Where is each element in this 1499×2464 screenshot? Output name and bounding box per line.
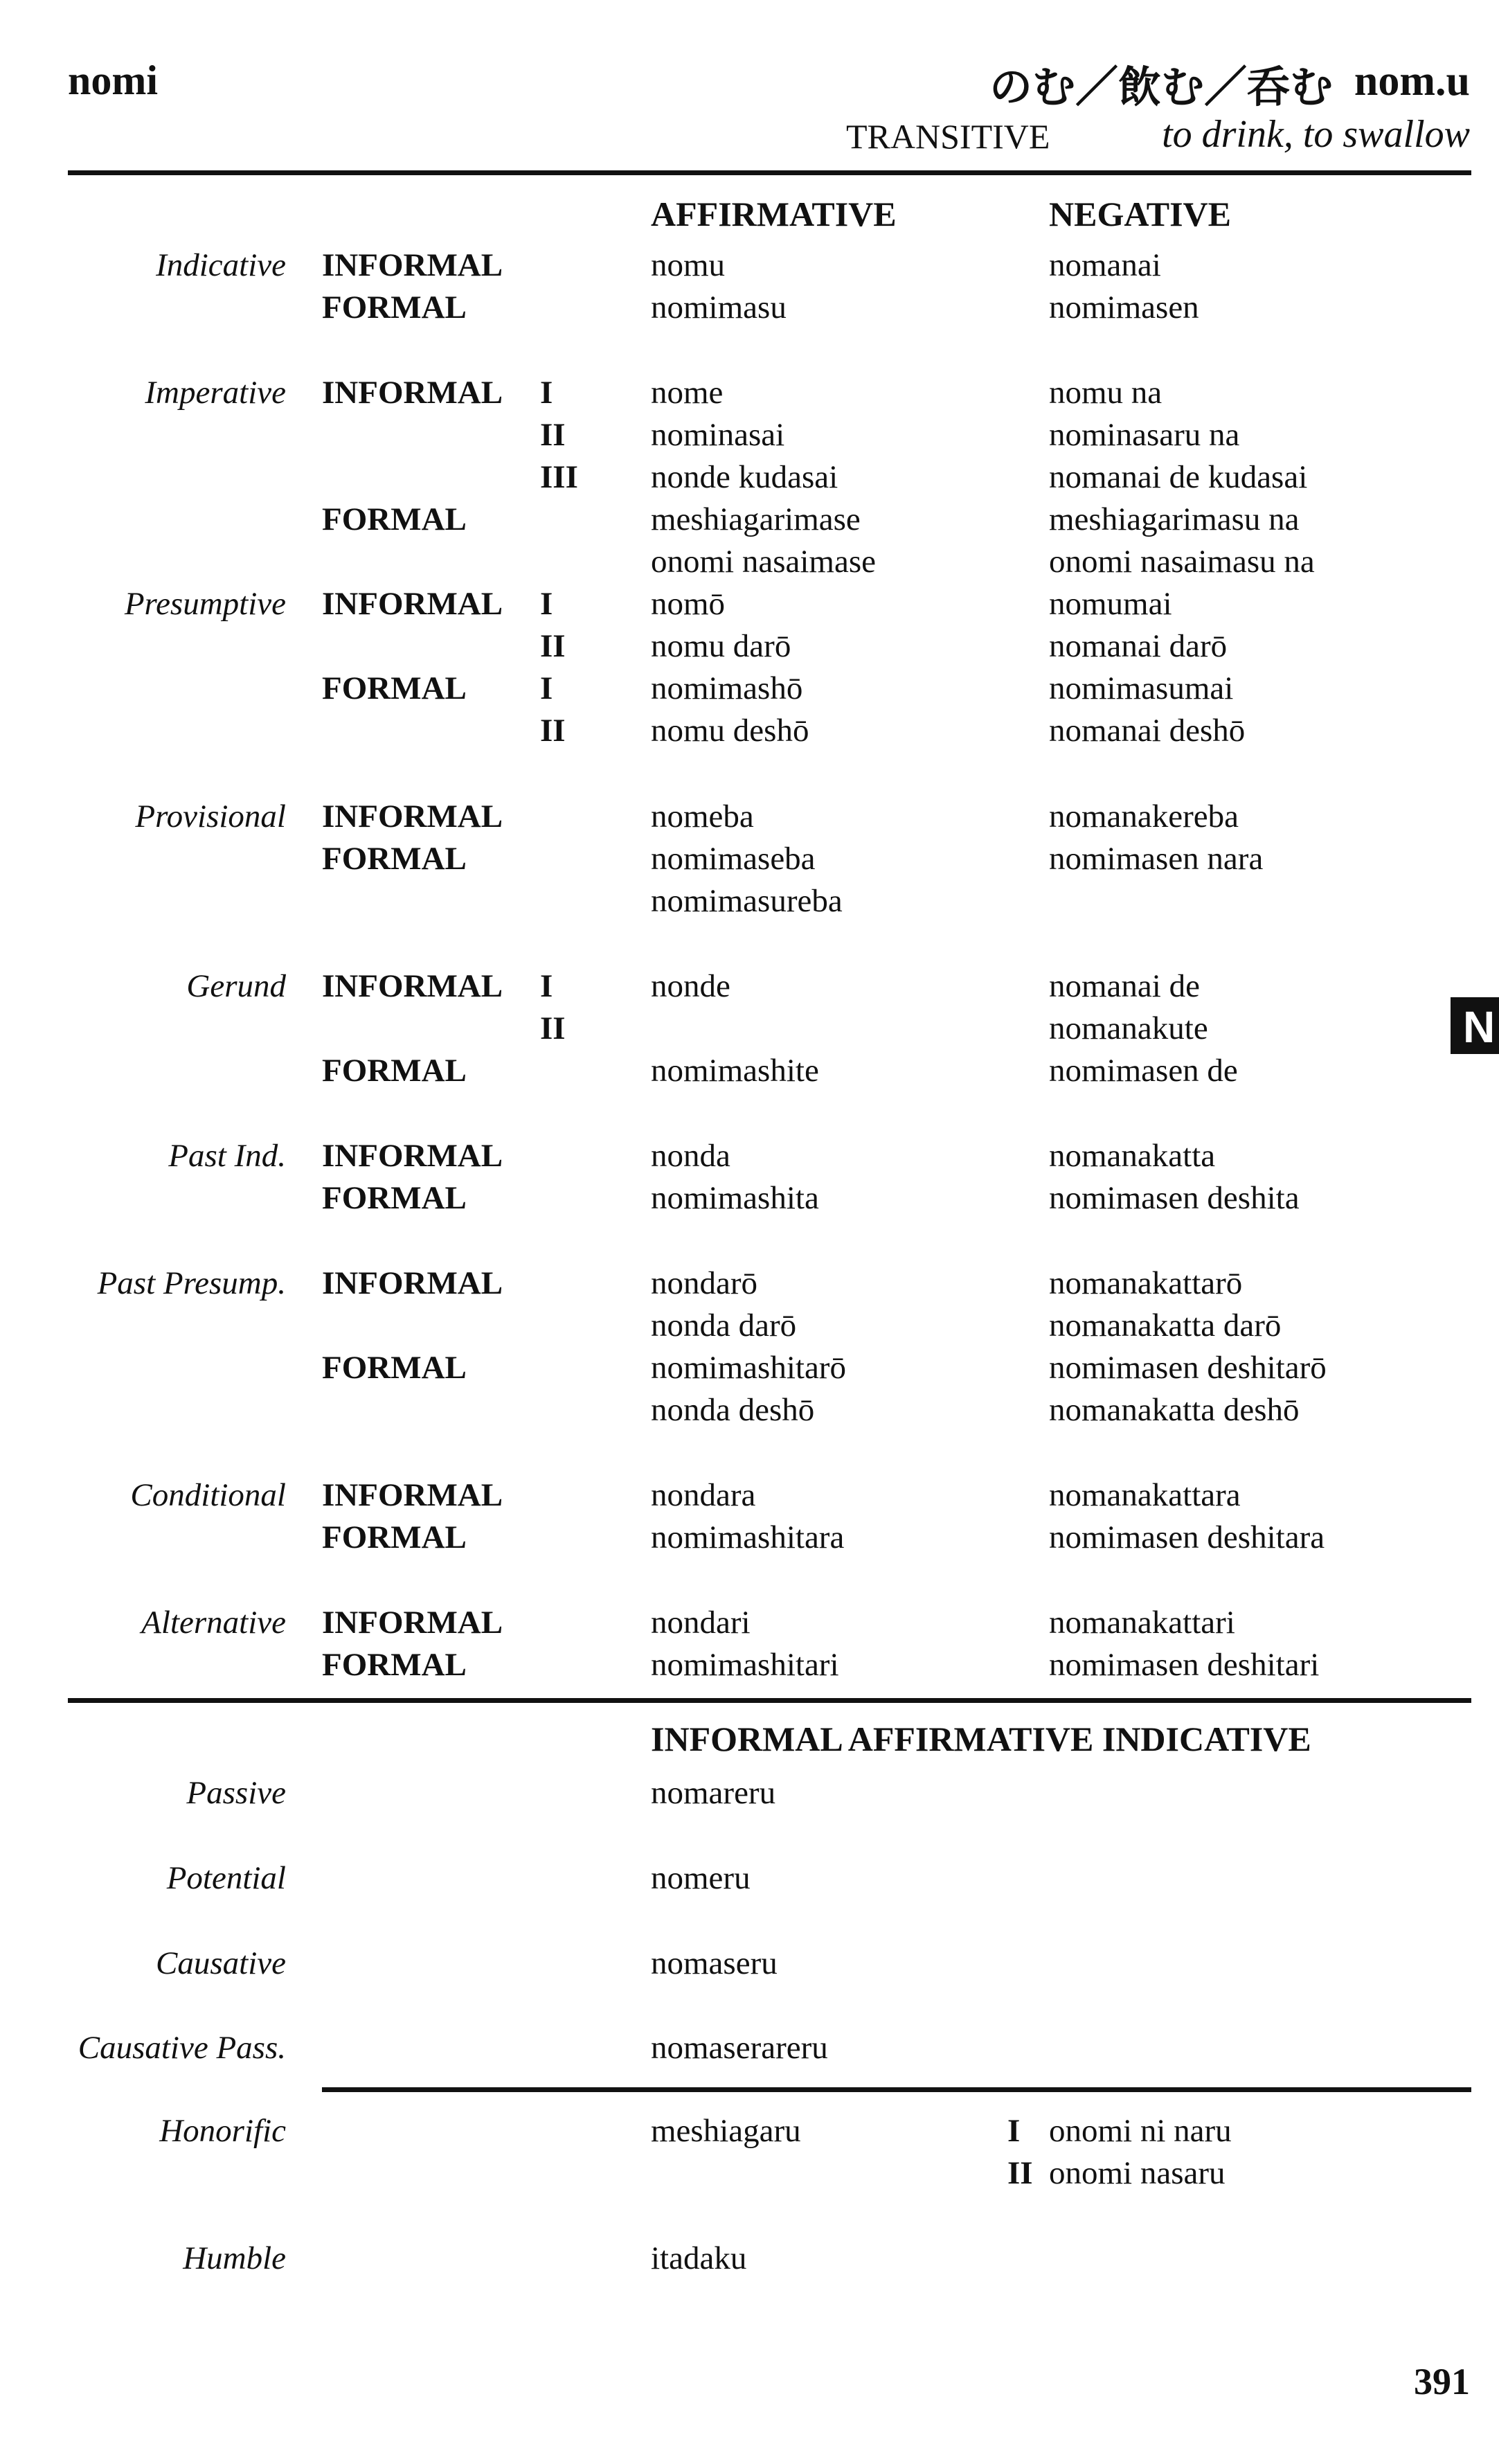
- affirmative-form: nonde kudasai: [651, 459, 838, 495]
- section-tab: [1451, 997, 1499, 1054]
- conjugation-row: [0, 965, 1499, 1008]
- politeness-level: FORMAL: [322, 1350, 467, 1386]
- negative-form: nomanakute: [1049, 1010, 1208, 1046]
- negative-form: nomu na: [1049, 375, 1163, 411]
- conjugation-row: [0, 498, 1499, 541]
- affirmative-form: nomimashitarō: [651, 1350, 846, 1386]
- conjugation-row: [0, 1134, 1499, 1177]
- negative-form: nomanakattari: [1049, 1605, 1235, 1641]
- negative-form: nomanai de: [1049, 968, 1200, 1004]
- derived-row: [0, 2026, 1499, 2069]
- derived-row: [0, 1857, 1499, 1900]
- honorific-alt-form: onomi ni naru: [1049, 2113, 1232, 2149]
- negative-form: nomimasen nara: [1049, 841, 1264, 877]
- variant-number: III: [540, 459, 578, 495]
- form-label: Presumptive: [124, 586, 286, 622]
- derived-label: Potential: [166, 1860, 286, 1896]
- politeness-level: INFORMAL: [322, 1265, 503, 1301]
- conjugation-row: [0, 1262, 1499, 1305]
- honorific-row: [0, 2109, 1499, 2152]
- derived-form: nomeru: [651, 1860, 751, 1896]
- header-rule: [68, 170, 1471, 175]
- affirmative-form: nonde: [651, 968, 730, 1004]
- derived-form: nomaserareru: [651, 2030, 828, 2066]
- negative-form: nomimasen deshitarō: [1049, 1350, 1327, 1386]
- negative-form: nomanai: [1049, 247, 1161, 283]
- politeness-level: FORMAL: [322, 670, 467, 706]
- affirmative-form: nomimashitari: [651, 1647, 839, 1683]
- politeness-level: INFORMAL: [322, 375, 503, 411]
- negative-form: nomanakattarō: [1049, 1265, 1243, 1301]
- page-number: 391: [1414, 2361, 1470, 2402]
- form-label: Past Ind.: [168, 1138, 286, 1174]
- variant-number: I: [540, 968, 553, 1004]
- verb-kana: のむ／飲む／呑む: [989, 62, 1333, 112]
- humble-row: [0, 2237, 1499, 2280]
- conjugation-row: [0, 1643, 1499, 1686]
- honorific-alt-form: onomi nasaru: [1049, 2155, 1226, 2191]
- politeness-level: FORMAL: [322, 289, 467, 325]
- politeness-level: INFORMAL: [322, 1477, 503, 1513]
- derived-form: nomaseru: [651, 1945, 778, 1981]
- verb-meaning: to drink, to swallow: [1162, 113, 1470, 156]
- honorific-alt-num: I: [1007, 2113, 1021, 2149]
- form-label: Imperative: [145, 375, 286, 411]
- affirmative-header: AFFIRMATIVE: [651, 195, 897, 233]
- conjugation-row: [0, 244, 1499, 287]
- conjugation-row: [0, 1304, 1499, 1347]
- variant-number: II: [540, 713, 566, 749]
- conjugation-row: [0, 1601, 1499, 1644]
- verb-type: TRANSITIVE: [846, 117, 1050, 156]
- affirmative-form: nondarō: [651, 1265, 758, 1301]
- politeness-level: INFORMAL: [322, 1605, 503, 1641]
- humble-form: itadaku: [651, 2240, 747, 2276]
- form-label: Alternative: [141, 1605, 286, 1641]
- affirmative-form: nondari: [651, 1605, 751, 1641]
- conjugation-row: [0, 837, 1499, 880]
- derived-row: [0, 1771, 1499, 1814]
- affirmative-form: nomō: [651, 586, 726, 622]
- negative-form: nomimasumai: [1049, 670, 1234, 706]
- honorific-rule: [322, 2087, 1471, 2092]
- affirmative-form: nomimasu: [651, 289, 787, 325]
- variant-number: I: [540, 586, 553, 622]
- derived-label: Causative: [156, 1945, 286, 1981]
- negative-form: nomimasen: [1049, 289, 1199, 325]
- form-label: Provisional: [135, 798, 286, 834]
- derived-form: nomareru: [651, 1775, 776, 1811]
- negative-form: nominasaru na: [1049, 417, 1240, 453]
- verb-stem: nomi: [68, 57, 159, 103]
- affirmative-form: nomu darō: [651, 628, 791, 664]
- derived-label: Causative Pass.: [78, 2030, 286, 2066]
- form-label: Past Presump.: [97, 1265, 286, 1301]
- conjugation-row: [0, 413, 1499, 456]
- conjugation-row: [0, 1346, 1499, 1389]
- conjugation-row: [0, 1049, 1499, 1092]
- conjugation-row: [0, 667, 1499, 710]
- negative-form: nomumai: [1049, 586, 1172, 622]
- politeness-level: INFORMAL: [322, 968, 503, 1004]
- conjugation-row: [0, 582, 1499, 625]
- section-rule: [68, 1698, 1471, 1703]
- negative-form: nomanakereba: [1049, 798, 1239, 834]
- affirmative-form: nominasai: [651, 417, 785, 453]
- negative-form: onomi nasaimasu na: [1049, 544, 1315, 580]
- affirmative-form: nonda deshō: [651, 1392, 815, 1428]
- politeness-level: INFORMAL: [322, 798, 503, 834]
- honorific-label: Honorific: [159, 2113, 286, 2149]
- politeness-level: FORMAL: [322, 501, 467, 537]
- politeness-level: INFORMAL: [322, 1138, 503, 1174]
- humble-label: Humble: [183, 2240, 286, 2276]
- conjugation-row: [0, 880, 1499, 922]
- honorific-form: meshiagaru: [651, 2113, 801, 2149]
- negative-form: nomanakatta: [1049, 1138, 1216, 1174]
- derived-label: Passive: [186, 1775, 286, 1811]
- section-tab-letter: N: [1463, 1002, 1496, 1052]
- affirmative-form: nome: [651, 375, 724, 411]
- conjugation-row: [0, 1389, 1499, 1431]
- form-label: Gerund: [186, 968, 286, 1004]
- conjugation-row: [0, 1007, 1499, 1050]
- affirmative-form: nomu: [651, 247, 726, 283]
- conjugation-row: [0, 286, 1499, 329]
- negative-form: nomimasen deshitara: [1049, 1519, 1325, 1555]
- affirmative-form: nomimaseba: [651, 841, 816, 877]
- conjugation-row: [0, 1516, 1499, 1559]
- negative-header: NEGATIVE: [1049, 195, 1232, 233]
- variant-number: II: [540, 1010, 566, 1046]
- derived-row: [0, 1942, 1499, 1985]
- negative-form: nomanakatta darō: [1049, 1307, 1282, 1343]
- negative-form: nomanakattara: [1049, 1477, 1241, 1513]
- negative-form: nomimasen deshitari: [1049, 1647, 1320, 1683]
- conjugation-row: [0, 540, 1499, 583]
- affirmative-form: nomimashita: [651, 1180, 819, 1216]
- negative-form: meshiagarimasu na: [1049, 501, 1300, 537]
- conjugation-row: [0, 1474, 1499, 1517]
- derived-header: INFORMAL AFFIRMATIVE INDICATIVE: [651, 1720, 1311, 1758]
- negative-form: nomanakatta deshō: [1049, 1392, 1300, 1428]
- variant-number: I: [540, 670, 553, 706]
- affirmative-form: nomimashitara: [651, 1519, 845, 1555]
- politeness-level: FORMAL: [322, 1647, 467, 1683]
- conjugation-row: [0, 795, 1499, 838]
- negative-form: nomanai de kudasai: [1049, 459, 1308, 495]
- conjugation-row: [0, 625, 1499, 668]
- affirmative-form: onomi nasaimase: [651, 544, 877, 580]
- conjugation-row: [0, 456, 1499, 499]
- negative-form: nomimasen deshita: [1049, 1180, 1300, 1216]
- variant-number: II: [540, 628, 566, 664]
- conjugation-row: [0, 709, 1499, 752]
- affirmative-form: nomimasureba: [651, 883, 843, 919]
- affirmative-form: nomu deshō: [651, 713, 809, 749]
- politeness-level: FORMAL: [322, 1053, 467, 1089]
- affirmative-form: nondara: [651, 1477, 756, 1513]
- variant-number: II: [540, 417, 566, 453]
- form-label: Indicative: [156, 247, 286, 283]
- conjugation-row: [0, 1177, 1499, 1220]
- variant-number: I: [540, 375, 553, 411]
- politeness-level: INFORMAL: [322, 586, 503, 622]
- affirmative-form: nonda darō: [651, 1307, 797, 1343]
- honorific-row: [0, 2152, 1499, 2195]
- form-label: Conditional: [130, 1477, 286, 1513]
- affirmative-form: nomeba: [651, 798, 754, 834]
- politeness-level: FORMAL: [322, 1519, 467, 1555]
- verb-romaji: nom.u: [1354, 57, 1470, 105]
- affirmative-form: nonda: [651, 1138, 730, 1174]
- politeness-level: FORMAL: [322, 1180, 467, 1216]
- negative-form: nomanai darō: [1049, 628, 1228, 664]
- affirmative-form: meshiagarimase: [651, 501, 861, 537]
- politeness-level: FORMAL: [322, 841, 467, 877]
- affirmative-form: nomimashō: [651, 670, 803, 706]
- negative-form: nomanai deshō: [1049, 713, 1246, 749]
- honorific-alt-num: II: [1007, 2155, 1033, 2191]
- conjugation-row: [0, 371, 1499, 414]
- affirmative-form: nomimashite: [651, 1053, 819, 1089]
- politeness-level: INFORMAL: [322, 247, 503, 283]
- negative-form: nomimasen de: [1049, 1053, 1238, 1089]
